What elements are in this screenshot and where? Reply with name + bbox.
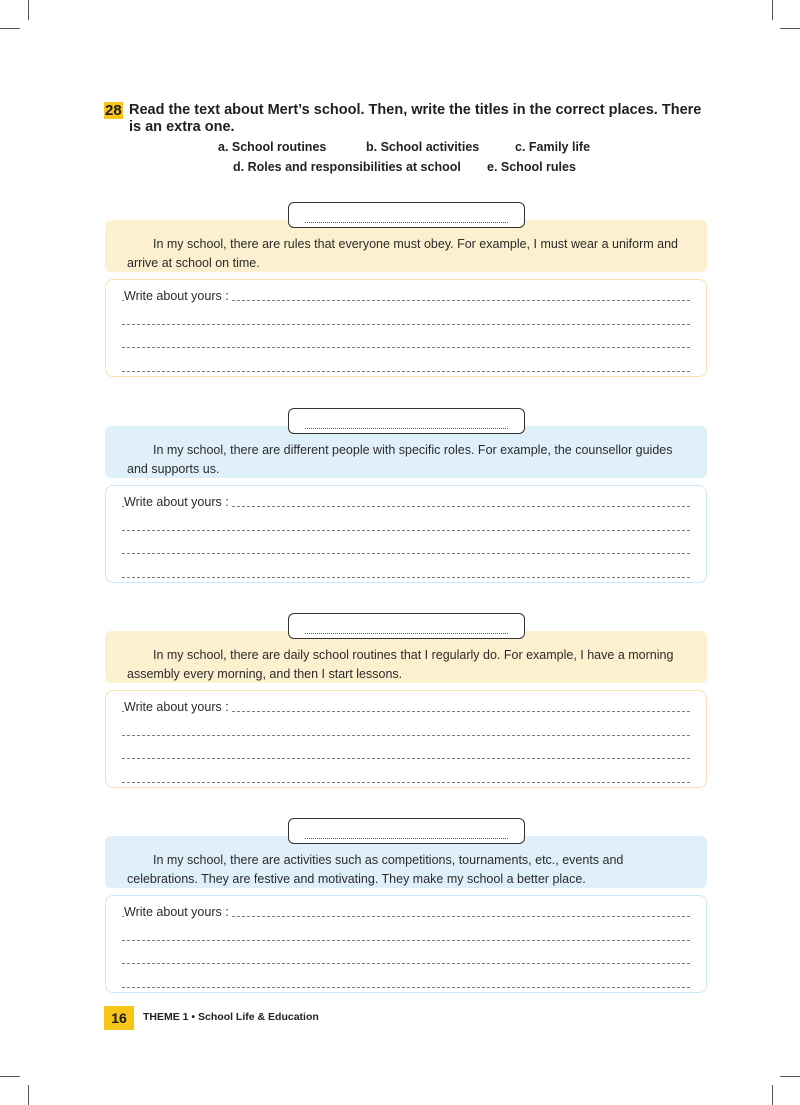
write-area[interactable]	[105, 485, 707, 583]
question-number: 28	[105, 102, 122, 119]
page-number: 16	[104, 1006, 134, 1030]
writing-line[interactable]	[122, 987, 690, 988]
crop-mark	[772, 0, 773, 20]
writing-line[interactable]	[122, 758, 690, 759]
write-area[interactable]	[105, 279, 707, 377]
crop-mark	[0, 1076, 20, 1077]
write-label: Write about yours :	[124, 905, 229, 919]
writing-line[interactable]	[122, 940, 690, 941]
title-answer-box[interactable]	[288, 202, 525, 228]
crop-mark	[28, 0, 29, 20]
option-c: c. Family life	[515, 140, 591, 154]
answer-dotted-line	[305, 838, 508, 839]
writing-line[interactable]	[122, 530, 690, 531]
option-e: e. School rules	[487, 160, 576, 174]
theme-label: THEME 1 • School Life & Education	[143, 1011, 319, 1023]
writing-line[interactable]	[122, 553, 690, 554]
write-area[interactable]	[105, 690, 707, 788]
answer-dotted-line	[305, 222, 508, 223]
option-b: b. School activities	[366, 140, 480, 154]
write-area[interactable]	[105, 895, 707, 993]
question-instruction: Read the text about Mert’s school. Then, write the titles in the correct places. There is an extra one.	[129, 102, 702, 135]
passage-text: In my school, there are activities such as competitions, tournaments, etc., events and celebrations. They are festive and motivating. They make my school a better place.	[127, 853, 624, 886]
option-d: d. Roles and responsibilities at school	[233, 160, 461, 174]
title-answer-box[interactable]	[288, 613, 525, 639]
crop-mark	[780, 28, 800, 29]
title-answer-box[interactable]	[288, 818, 525, 844]
write-label: Write about yours :	[124, 700, 229, 714]
writing-line[interactable]	[122, 371, 690, 372]
crop-mark	[780, 1076, 800, 1077]
writing-line[interactable]	[122, 324, 690, 325]
writing-line[interactable]	[122, 347, 690, 348]
write-label: Write about yours :	[124, 495, 229, 509]
writing-line[interactable]	[122, 735, 690, 736]
crop-mark	[0, 28, 20, 29]
crop-mark	[28, 1085, 29, 1105]
passage-text: In my school, there are different people with specific roles. For example, the counsellor guides and supports us.	[127, 443, 673, 476]
title-answer-box[interactable]	[288, 408, 525, 434]
option-a: a. School routines	[218, 140, 327, 154]
write-label: Write about yours :	[124, 289, 229, 303]
answer-dotted-line	[305, 633, 508, 634]
crop-mark	[772, 1085, 773, 1105]
answer-dotted-line	[305, 428, 508, 429]
writing-line[interactable]	[122, 782, 690, 783]
passage-text: In my school, there are daily school routines that I regularly do. For example, I have a morning assembly every morning, and then I start lessons.	[127, 648, 674, 681]
passage-text: In my school, there are rules that everyone must obey. For example, I must wear a uniform and arrive at school on time.	[127, 237, 679, 270]
writing-line[interactable]	[122, 963, 690, 964]
writing-line[interactable]	[122, 577, 690, 578]
